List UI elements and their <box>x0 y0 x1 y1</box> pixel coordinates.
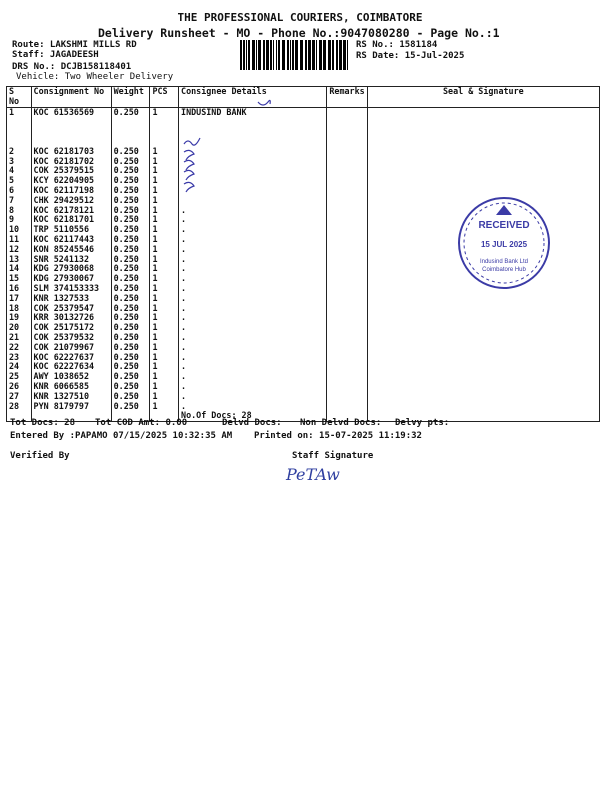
cell-sno: 9 <box>7 215 32 225</box>
staff-signature <box>284 460 356 488</box>
cell-wt: 0.250 <box>111 284 150 294</box>
cell-remarks <box>327 127 367 137</box>
cell-details: . <box>179 313 327 323</box>
verified-by-label: Verified By <box>10 451 70 461</box>
cell-remarks <box>327 166 367 176</box>
table-row <box>7 304 600 314</box>
cell-wt: 0.250 <box>111 362 150 372</box>
cell-wt: 0.250 <box>111 215 150 225</box>
cell-seal <box>367 157 599 167</box>
cell-details: . <box>179 372 327 382</box>
stamp-hub: Coimbatore Hub <box>482 267 526 273</box>
table-row <box>7 343 600 353</box>
table-row <box>7 166 600 176</box>
cell-wt: 0.250 <box>111 206 150 216</box>
stamp-received-text: RECEIVED <box>478 220 530 231</box>
cell-wt: 0.250 <box>111 343 150 353</box>
cell-remarks <box>327 235 367 245</box>
cell-remarks <box>327 402 367 412</box>
cell-sno: 3 <box>7 157 32 167</box>
cell-cno <box>31 117 111 127</box>
company-title: THE PROFESSIONAL COURIERS, COIMBATORE <box>177 11 423 24</box>
cell-pcs: 1 <box>150 264 179 274</box>
cell-sno: 18 <box>7 304 32 314</box>
runsheet-title: Delivery Runsheet - MO - Phone No.:9047080280 - Page No.:1 <box>98 26 500 40</box>
cell-details: . <box>179 215 327 225</box>
cell-remarks <box>327 362 367 372</box>
cell-wt: 0.250 <box>111 186 150 196</box>
cell-remarks <box>327 147 367 157</box>
cell-cno <box>31 127 111 137</box>
cell-cno: KON 85245546 <box>31 245 111 255</box>
staff-signature-label: Staff Signature <box>292 451 374 461</box>
cell-remarks <box>327 186 367 196</box>
cell-details: . <box>179 284 327 294</box>
cell-wt <box>111 127 150 137</box>
cell-pcs <box>150 117 179 127</box>
cell-pcs: 1 <box>150 353 179 363</box>
cell-sno: 17 <box>7 294 32 304</box>
cell-pcs: 1 <box>150 235 179 245</box>
cell-pcs: 1 <box>150 166 179 176</box>
cell-wt: 0.250 <box>111 245 150 255</box>
cell-sno: 10 <box>7 225 32 235</box>
table-row <box>7 176 600 186</box>
cell-pcs: 1 <box>150 304 179 314</box>
cell-seal <box>367 107 599 117</box>
cell-pcs: 1 <box>150 294 179 304</box>
cell-cno: KOC 62178121 <box>31 206 111 216</box>
total-docs: Tot Docs: 28 <box>10 418 76 428</box>
cell-sno <box>7 117 32 127</box>
cell-remarks <box>327 215 367 225</box>
cell-seal <box>367 137 599 147</box>
cell-pcs: 1 <box>150 274 179 284</box>
cell-cno: KOC 62181703 <box>31 147 111 157</box>
printed-on: Printed on: 15-07-2025 11:19:32 <box>254 431 422 441</box>
cell-sno: 21 <box>7 333 32 343</box>
cell-pcs: 1 <box>150 206 179 216</box>
cell-sno: 1 <box>7 107 32 117</box>
cell-details: . <box>179 235 327 245</box>
cell-remarks <box>327 323 367 333</box>
stamp-date: 15 JUL 2025 <box>480 240 528 249</box>
cell-wt: 0.250 <box>111 147 150 157</box>
table-row <box>7 362 600 372</box>
svg-text:PeTAw: PeTAw <box>286 465 340 484</box>
table-row <box>7 392 600 402</box>
cell-remarks <box>327 157 367 167</box>
cell-pcs: 1 <box>150 157 179 167</box>
cell-remarks <box>327 245 367 255</box>
cell-sno: 12 <box>7 245 32 255</box>
cell-sno: 23 <box>7 353 32 363</box>
col-remarks: Remarks <box>327 87 367 108</box>
cell-remarks <box>327 313 367 323</box>
stamp-bank: Indusind Bank Ltd <box>479 259 529 265</box>
table-row <box>7 353 600 363</box>
handwritten-marks <box>178 94 288 304</box>
cell-cno: KCY 62204905 <box>31 176 111 186</box>
cell-details: . <box>179 255 327 265</box>
cell-cno: KNR 1327533 <box>31 294 111 304</box>
cell-seal <box>367 313 599 323</box>
table-row <box>7 402 600 412</box>
cell-remarks <box>327 137 367 147</box>
cell-sno: 11 <box>7 235 32 245</box>
cell-wt: 0.250 <box>111 274 150 284</box>
cell-wt: 0.250 <box>111 225 150 235</box>
cell-details: . <box>179 333 327 343</box>
cell-sno: 8 <box>7 206 32 216</box>
cell-sno: 15 <box>7 274 32 284</box>
cell-pcs: 1 <box>150 245 179 255</box>
cell-seal <box>367 117 599 127</box>
cell-cno: CHK 29429512 <box>31 196 111 206</box>
cell-pcs: 1 <box>150 362 179 372</box>
cell-cno: KOC 62181701 <box>31 215 111 225</box>
cell-cno: KNR 6066585 <box>31 382 111 392</box>
cell-details: . <box>179 402 327 412</box>
col-seal-signature: Seal & Signature <box>367 87 599 108</box>
cell-remarks <box>327 333 367 343</box>
received-stamp <box>456 195 552 291</box>
cell-remarks <box>327 117 367 127</box>
col-consignee: Consignee Details <box>179 87 327 108</box>
cell-seal <box>367 323 599 333</box>
cell-cno: AWY 1038652 <box>31 372 111 382</box>
cell-details: . <box>179 362 327 372</box>
table-row <box>7 323 600 333</box>
total-cod-amount: Tot COD Amt: 0.00 <box>95 418 188 428</box>
cell-cno: KDG 27930067 <box>31 274 111 284</box>
col-weight: Weight <box>111 87 150 108</box>
cell-sno: 7 <box>7 196 32 206</box>
cell-cno: SNR 5241132 <box>31 255 111 265</box>
cell-sno: 28 <box>7 402 32 412</box>
cell-sno: 22 <box>7 343 32 353</box>
cell-remarks <box>327 176 367 186</box>
cell-pcs: 1 <box>150 225 179 235</box>
delivery-points: Delvy pts: <box>395 418 450 428</box>
cell-cno: COK 25379547 <box>31 304 111 314</box>
cell-pcs: 1 <box>150 284 179 294</box>
cell-details: . <box>179 225 327 235</box>
delivered-docs: Delvd Docs: <box>222 418 282 428</box>
cell-pcs: 1 <box>150 147 179 157</box>
cell-remarks <box>327 274 367 284</box>
cell-remarks <box>327 304 367 314</box>
table-row <box>7 127 600 137</box>
cell-pcs: 1 <box>150 402 179 412</box>
cell-wt: 0.250 <box>111 333 150 343</box>
cell-details: . <box>179 294 327 304</box>
cell-wt: 0.250 <box>111 323 150 333</box>
cell-cno: KOC 62181702 <box>31 157 111 167</box>
cell-remarks <box>327 255 367 265</box>
cell-cno: KOC 62227637 <box>31 353 111 363</box>
cell-seal <box>367 333 599 343</box>
cell-seal <box>367 127 599 137</box>
cell-remarks <box>327 264 367 274</box>
cell-remarks <box>327 343 367 353</box>
cell-details: INDUSIND BANK <box>179 107 327 117</box>
cell-sno: 26 <box>7 382 32 392</box>
cell-remarks <box>327 294 367 304</box>
cell-details: . <box>179 264 327 274</box>
cell-cno: COK 25379515 <box>31 166 111 176</box>
cell-pcs: 1 <box>150 107 179 117</box>
cell-cno: KOC 62117198 <box>31 186 111 196</box>
non-delivered-docs: Non Delvd Docs: <box>300 418 382 428</box>
cell-seal <box>367 392 599 402</box>
table-row <box>7 137 600 147</box>
cell-wt <box>111 117 150 127</box>
cell-sno: 24 <box>7 362 32 372</box>
cell-seal <box>367 402 599 412</box>
cell-seal <box>367 176 599 186</box>
cell-remarks <box>327 107 367 117</box>
cell-cno: KOC 61536569 <box>31 107 111 117</box>
cell-cno: KNR 1327510 <box>31 392 111 402</box>
cell-seal <box>367 294 599 304</box>
cell-wt: 0.250 <box>111 255 150 265</box>
table-row <box>7 333 600 343</box>
cell-sno: 4 <box>7 166 32 176</box>
table-row <box>7 382 600 392</box>
cell-wt: 0.250 <box>111 166 150 176</box>
cell-details: . <box>179 323 327 333</box>
cell-pcs: 1 <box>150 392 179 402</box>
cell-seal <box>367 382 599 392</box>
cell-sno: 14 <box>7 264 32 274</box>
cell-sno: 27 <box>7 392 32 402</box>
cell-pcs: 1 <box>150 323 179 333</box>
cell-seal <box>367 147 599 157</box>
cell-wt: 0.250 <box>111 402 150 412</box>
cell-seal <box>367 343 599 353</box>
table-row <box>7 117 600 127</box>
cell-remarks <box>327 225 367 235</box>
cell-details: . <box>179 245 327 255</box>
cell-remarks <box>327 196 367 206</box>
cell-pcs <box>150 127 179 137</box>
cell-cno: TRP 5110556 <box>31 225 111 235</box>
cell-pcs: 1 <box>150 372 179 382</box>
table-row <box>7 107 600 117</box>
cell-remarks <box>327 382 367 392</box>
cell-cno: SLM 374153333 <box>31 284 111 294</box>
cell-wt: 0.250 <box>111 382 150 392</box>
cell-pcs: 1 <box>150 255 179 265</box>
cell-wt: 0.250 <box>111 313 150 323</box>
col-sno: S No <box>7 87 32 108</box>
cell-wt: 0.250 <box>111 294 150 304</box>
table-row <box>7 157 600 167</box>
cell-seal <box>367 372 599 382</box>
cell-details: . <box>179 382 327 392</box>
cell-sno: 6 <box>7 186 32 196</box>
cell-sno: 13 <box>7 255 32 265</box>
cell-wt: 0.250 <box>111 107 150 117</box>
cell-pcs: 1 <box>150 313 179 323</box>
cell-details: . <box>179 206 327 216</box>
cell-details: . <box>179 343 327 353</box>
cell-seal <box>367 304 599 314</box>
cell-remarks <box>327 353 367 363</box>
table-row <box>7 294 600 304</box>
rs-number: RS No.: 1581184 <box>356 40 438 50</box>
table-header-row <box>7 87 600 108</box>
cell-wt: 0.250 <box>111 372 150 382</box>
cell-cno: KOC 62117443 <box>31 235 111 245</box>
table-row <box>7 372 600 382</box>
cell-sno: 19 <box>7 313 32 323</box>
cell-wt: 0.250 <box>111 196 150 206</box>
cell-remarks <box>327 284 367 294</box>
cell-cno: COK 25379532 <box>31 333 111 343</box>
cell-details: . <box>179 353 327 363</box>
cell-remarks <box>327 206 367 216</box>
cell-pcs: 1 <box>150 215 179 225</box>
cell-sno: 2 <box>7 147 32 157</box>
cell-pcs: 1 <box>150 343 179 353</box>
vehicle-text: Vehicle: Two Wheeler Delivery <box>16 72 174 82</box>
cell-sno: 25 <box>7 372 32 382</box>
cell-remarks <box>327 392 367 402</box>
cell-details: . <box>179 392 327 402</box>
cell-seal <box>367 166 599 176</box>
staff-text: Staff: JAGADEESH <box>12 50 99 60</box>
cell-cno: COK 21079967 <box>31 343 111 353</box>
cell-wt: 0.250 <box>111 264 150 274</box>
cell-sno <box>7 127 32 137</box>
cell-sno: 20 <box>7 323 32 333</box>
cell-cno: PYN 8179797 <box>31 402 111 412</box>
cell-cno: KOC 62227634 <box>31 362 111 372</box>
cell-details: No.Of Docs: 28 <box>179 411 327 421</box>
cell-cno: COK 25175172 <box>31 323 111 333</box>
cell-pcs: 1 <box>150 186 179 196</box>
table-row <box>7 147 600 157</box>
cell-seal <box>367 362 599 372</box>
cell-wt: 0.250 <box>111 235 150 245</box>
cell-pcs: 1 <box>150 333 179 343</box>
cell-pcs: 1 <box>150 176 179 186</box>
cell-seal <box>367 353 599 363</box>
cell-wt: 0.250 <box>111 353 150 363</box>
rs-date: RS Date: 15-Jul-2025 <box>356 51 465 61</box>
cell-sno: 5 <box>7 176 32 186</box>
cell-sno: 16 <box>7 284 32 294</box>
cell-pcs: 1 <box>150 196 179 206</box>
barcode-image <box>240 40 350 70</box>
entered-by: Entered By :PAPAMO 07/15/2025 10:32:35 AM <box>10 431 233 441</box>
cell-cno: KDG 27930068 <box>31 264 111 274</box>
cell-pcs: 1 <box>150 382 179 392</box>
cell-details: . <box>179 274 327 284</box>
col-consignment: Consignment No <box>31 87 111 108</box>
drs-number: DRS No.: DCJB158118401 <box>12 62 132 72</box>
cell-remarks <box>327 372 367 382</box>
route-text: Route: LAKSHMI MILLS RD <box>12 40 137 50</box>
cell-wt: 0.250 <box>111 157 150 167</box>
cell-details: . <box>179 304 327 314</box>
cell-wt: 0.250 <box>111 176 150 186</box>
cell-wt: 0.250 <box>111 304 150 314</box>
cell-cno: KRR 30132726 <box>31 313 111 323</box>
table-row <box>7 313 600 323</box>
cell-wt: 0.250 <box>111 392 150 402</box>
col-pcs: PCS <box>150 87 179 108</box>
